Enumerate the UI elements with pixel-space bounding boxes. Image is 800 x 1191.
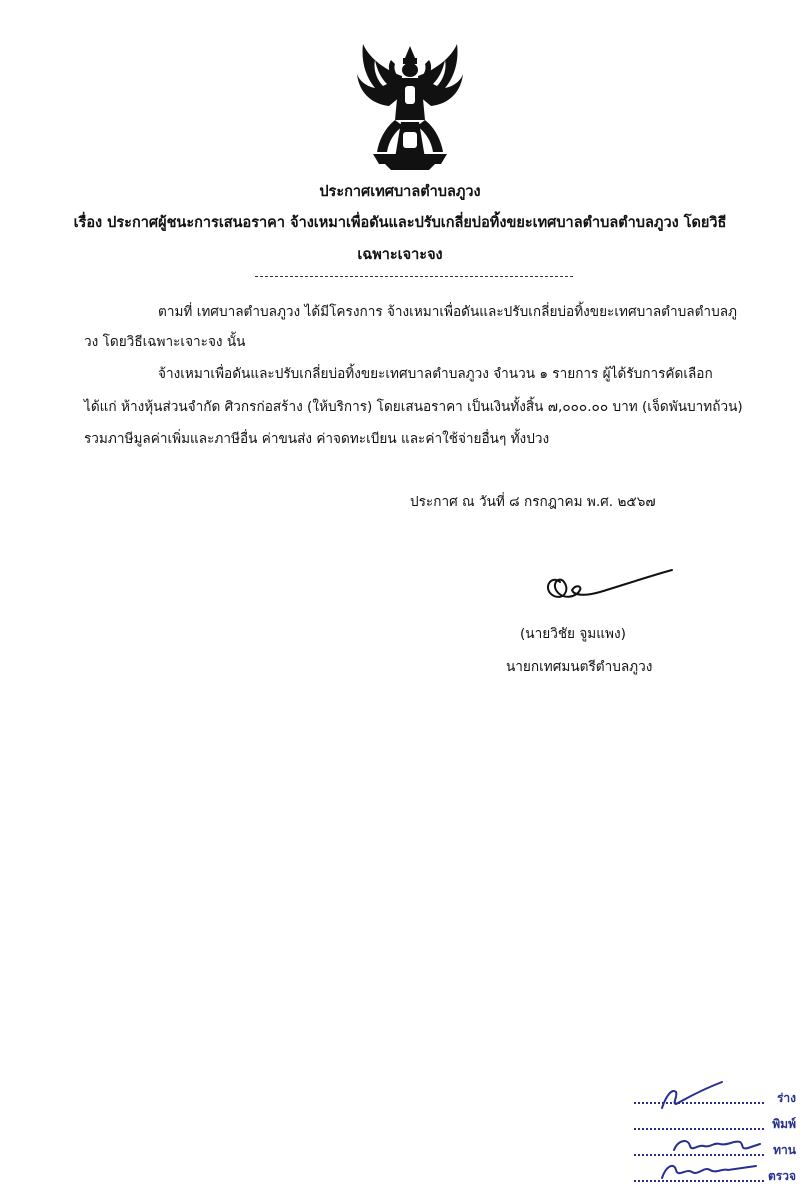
routing-stamp: [628, 1078, 800, 1190]
initial-check-mark: [652, 1156, 762, 1186]
paragraph-1-line-1: ตามที่ เทศบาลตำบลภูวง ได้มีโครงการ จ้างเหมาเพื่อดันและปรับเกลี่ยบ่อทิ้งขยะเทศบาลตำบลตำบลภู: [158, 304, 737, 320]
announcement-heading: ประกาศเทศบาลตำบลภูวง: [319, 184, 481, 200]
paragraph-2-line-2: ได้แก่ ห้างหุ้นส่วนจำกัด ศิวกรก่อสร้าง (ให้บริการ) โดยเสนอราคา เป็นเงินทั้งสิ้น ๗,๐๐๐.๐๐ บาท (เจ็ดพันบาทถ้วน): [84, 399, 743, 415]
garuda-emblem: [355, 40, 465, 172]
route-label-review: ทาน: [773, 1143, 796, 1157]
signatory-position: นายกเทศมนตรีตำบลภูวง: [506, 659, 653, 675]
divider: [255, 276, 573, 277]
route-label-check: ตรวจ: [767, 1169, 796, 1183]
signature-mark: [540, 560, 680, 610]
announcement-date: ประกาศ ณ วันที่ ๘ กรกฎาคม พ.ศ. ๒๕๖๗: [410, 494, 656, 510]
subject-line-2: เฉพาะเจาะจง: [357, 247, 443, 263]
paragraph-2-line-3: รวมภาษีมูลค่าเพิ่มและภาษีอื่น ค่าขนส่ง ค่าจดทะเบียน และค่าใช้จ่ายอื่นๆ ทั้งปวง: [84, 431, 550, 447]
signatory-name: (นายวิชัย จูมแพง): [520, 626, 626, 642]
paragraph-2-line-1: จ้างเหมาเพื่อดันและปรับเกลี่ยบ่อทิ้งขยะเทศบาลตำบลภูวง จำนวน ๑ รายการ ผู้ได้รับการคัดเลือก: [158, 366, 713, 382]
subject-line-1: เรื่อง ประกาศผู้ชนะการเสนอราคา จ้างเหมาเพื่อดันและปรับเกลี่ยบ่อทิ้งขยะเทศบาลตำบลตำบลภูวง โดยวิธี: [73, 215, 727, 231]
paragraph-1-line-2: วง โดยวิธีเฉพาะเจาะจง นั้น: [84, 334, 246, 350]
route-label-draft: ร่าง: [776, 1091, 796, 1105]
route-label-type: พิมพ์: [772, 1117, 796, 1131]
initial-draft-mark: [642, 1078, 732, 1112]
